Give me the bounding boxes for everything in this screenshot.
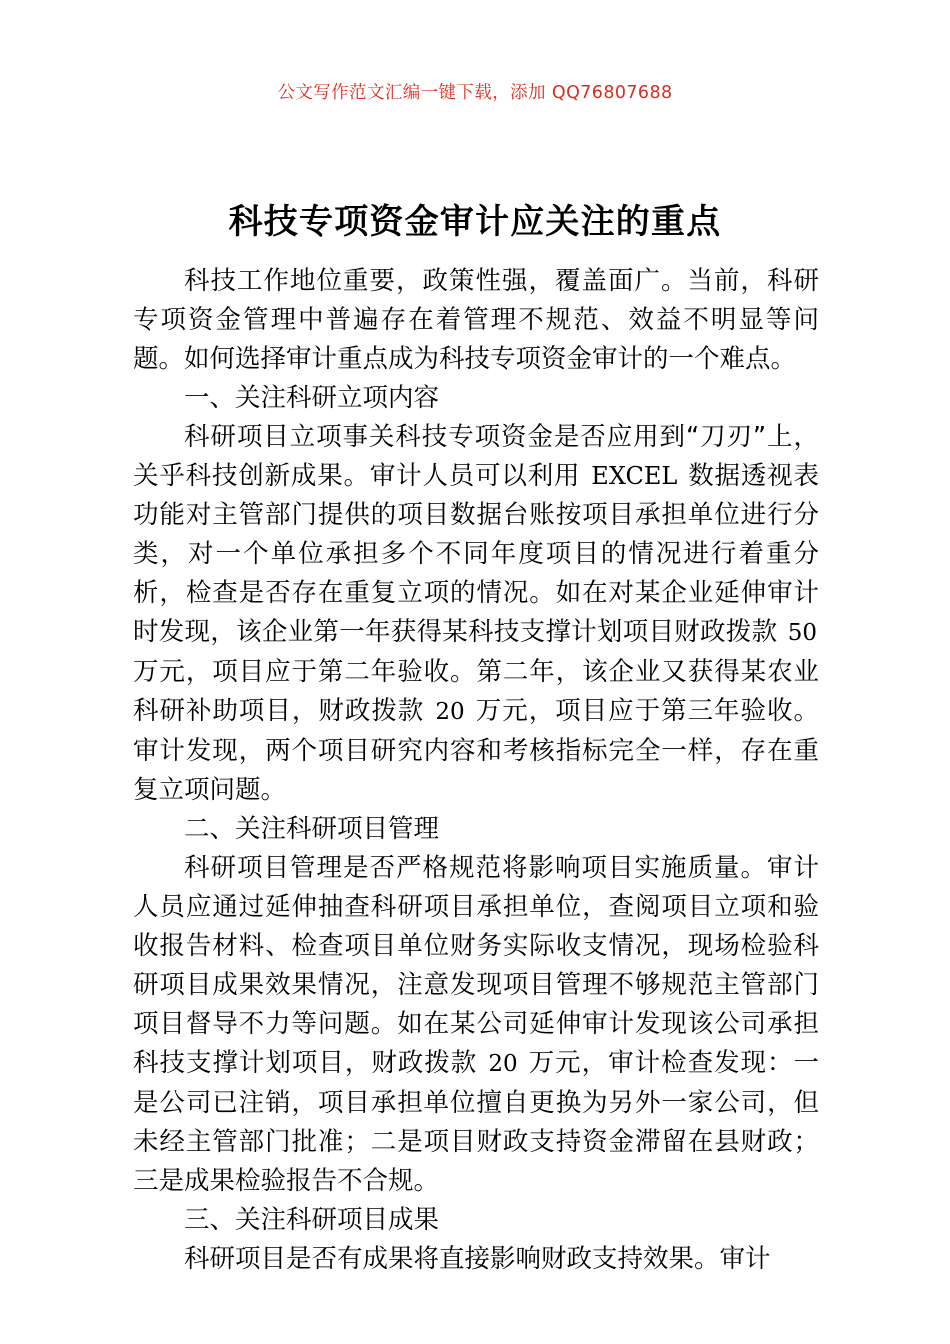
amount-value-50: 50 — [787, 620, 817, 646]
text-run: 科研项目管理是否严格规范将影响项目实施质量。审计人员应通过延伸抽查科研项目承担单位，查阅项目立项和验收报告材料、检查项目单位财务实际收支情况，现场检验科研项目成果效果情况，注意发现项目管理不够规范主管部门项目督导不力等问题。如在某公司延伸审计发现该公司承担科技支撑计划项目，财政拨款 — [133, 853, 819, 1078]
paragraph-section-3: 科研项目是否有成果将直接影响财政支持效果。审计 — [184, 1244, 771, 1274]
latin-run-excel: EXCEL — [591, 462, 678, 490]
document-title: 科技专项资金审计应关注的重点 — [228, 201, 722, 242]
text-run: 万元，审计检查发现：一是公司已注销，项目承担单位擅自更换为另外一家公司，但未经主管部门批准；二是项目财政支持资金滞留在县财政；三是成果检验报告不合规。 — [133, 1048, 819, 1196]
section-heading-2: 二、关注科研项目管理 — [184, 814, 440, 844]
paragraph-section-2 — [133, 849, 819, 1201]
document-body — [133, 262, 819, 1279]
section-heading-1: 一、关注科研立项内容 — [184, 383, 440, 413]
text-run: 万元，项目应于第二年验收。第二年，该企业又获得某农业科研补助项目，财政拨款 — [133, 657, 819, 726]
text-run: 万元，项目应于第三年验收。审计发现，两个项目研究内容和考核指标完全一样，存在重复立项问题。 — [133, 696, 820, 805]
text-run: 科研项目立项事关科技专项资金是否应用到“刀刃”上，关乎科技创新成果。审计人员可以利用 — [133, 422, 819, 491]
paragraph-section-1 — [133, 418, 819, 810]
promo-header-text: 公文写作范文汇编一键下载，添加 QQ76807688 — [277, 83, 673, 103]
amount-value-20-a: 20 — [435, 699, 465, 725]
text-run: 数据透视表功能对主管部门提供的项目数据台账按项目承担单位进行分类，对一个单位承担多个不同年度项目的情况进行着重分析，检查是否存在重复立项的情况。如在对某企业延伸审计时发现，该企业第一年获得某科技支撑计划项目财政拨款 — [133, 461, 819, 647]
section-heading-3: 三、关注科研项目成果 — [184, 1205, 440, 1235]
amount-value-20-b: 20 — [488, 1051, 518, 1077]
paragraph-intro: 科技工作地位重要，政策性强，覆盖面广。当前，科研专项资金管理中普遍存在着管理不规范、效益不明显等问题。如何选择审计重点成为科技专项资金审计的一个难点。 — [133, 266, 819, 374]
